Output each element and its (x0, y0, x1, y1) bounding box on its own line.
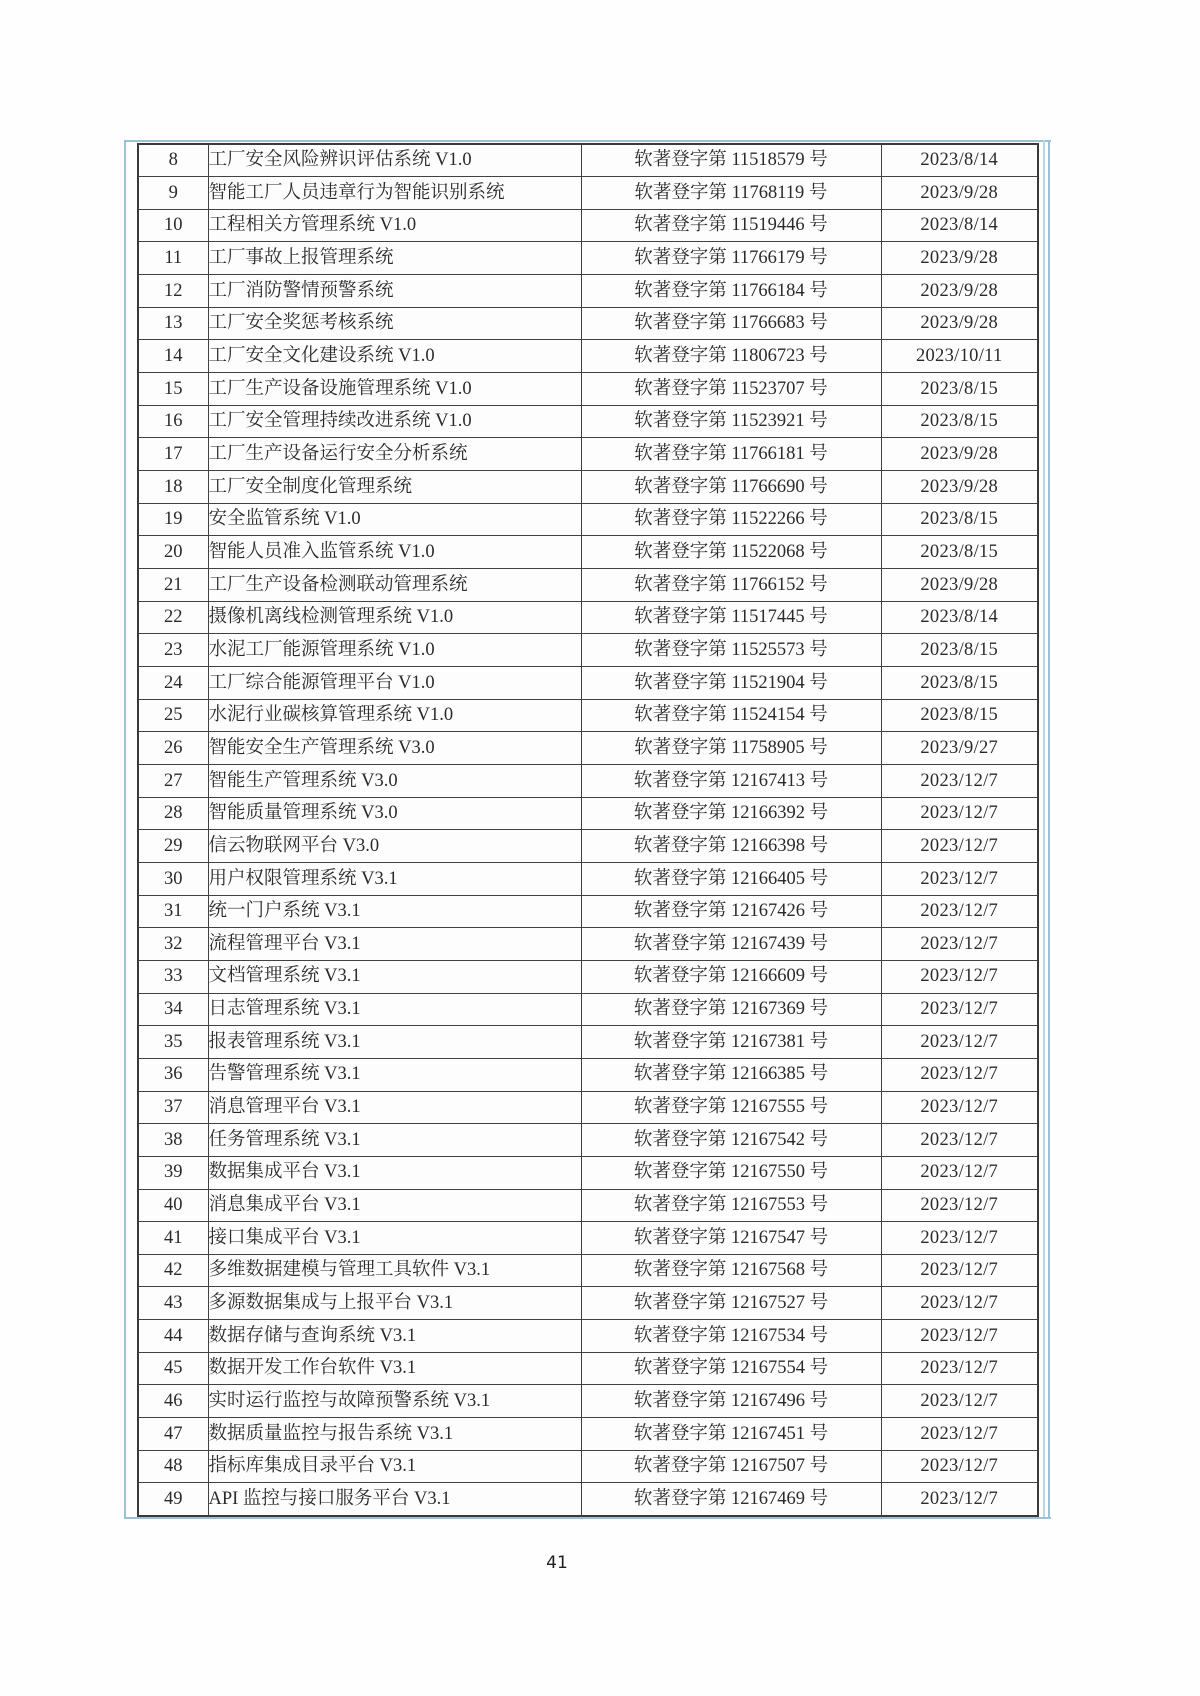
cell-registration-number: 软著登字第 11518579 号 (581, 144, 881, 177)
table-row (138, 634, 1038, 667)
cell-registration-number: 软著登字第 12167451 号 (581, 1418, 881, 1451)
cell-row-number: 37 (138, 1091, 208, 1124)
cell-row-number: 46 (138, 1385, 208, 1418)
cell-row-number: 35 (138, 1026, 208, 1059)
cell-row-number: 48 (138, 1450, 208, 1483)
cell-software-name: 文档管理系统 V3.1 (208, 960, 581, 993)
cell-row-number: 8 (138, 144, 208, 177)
table-row (138, 1450, 1038, 1483)
cell-registration-date: 2023/12/7 (881, 1450, 1038, 1483)
cell-registration-number: 软著登字第 12167542 号 (581, 1124, 881, 1157)
cell-registration-number: 软著登字第 11766152 号 (581, 569, 881, 602)
table-row (138, 601, 1038, 634)
cell-registration-date: 2023/12/7 (881, 1026, 1038, 1059)
cell-registration-number: 软著登字第 11522068 号 (581, 536, 881, 569)
cell-registration-number: 软著登字第 11524154 号 (581, 699, 881, 732)
cell-registration-number: 软著登字第 12167507 号 (581, 1450, 881, 1483)
cell-registration-number: 软著登字第 11523707 号 (581, 373, 881, 406)
page-number: 41 (546, 1553, 568, 1573)
cell-software-name: 用户权限管理系统 V3.1 (208, 862, 581, 895)
cell-registration-number: 软著登字第 12166405 号 (581, 862, 881, 895)
cell-software-name: 摄像机离线检测管理系统 V1.0 (208, 601, 581, 634)
cell-row-number: 21 (138, 569, 208, 602)
cell-row-number: 42 (138, 1254, 208, 1287)
cell-software-name: 工厂安全文化建设系统 V1.0 (208, 340, 581, 373)
cell-registration-date: 2023/8/15 (881, 373, 1038, 406)
cell-registration-number: 软著登字第 12167369 号 (581, 993, 881, 1026)
frame-border-right-outer (1048, 140, 1050, 1519)
table-row (138, 144, 1038, 177)
cell-registration-date: 2023/8/14 (881, 144, 1038, 177)
cell-software-name: 信云物联网平台 V3.0 (208, 830, 581, 863)
cell-software-name: 工厂安全奖惩考核系统 (208, 307, 581, 340)
cell-row-number: 43 (138, 1287, 208, 1320)
cell-software-name: 工厂消防警情预警系统 (208, 275, 581, 308)
cell-registration-number: 软著登字第 11758905 号 (581, 732, 881, 765)
cell-software-name: 实时运行监控与故障预警系统 V3.1 (208, 1385, 581, 1418)
cell-registration-number: 软著登字第 12167555 号 (581, 1091, 881, 1124)
cell-registration-date: 2023/12/7 (881, 1124, 1038, 1157)
table-row (138, 1287, 1038, 1320)
cell-registration-date: 2023/12/7 (881, 993, 1038, 1026)
table-row (138, 503, 1038, 536)
cell-registration-number: 软著登字第 11517445 号 (581, 601, 881, 634)
cell-software-name: 告警管理系统 V3.1 (208, 1058, 581, 1091)
cell-registration-date: 2023/8/15 (881, 634, 1038, 667)
cell-registration-number: 软著登字第 11766184 号 (581, 275, 881, 308)
cell-row-number: 16 (138, 405, 208, 438)
cell-registration-date: 2023/12/7 (881, 1189, 1038, 1222)
table-row (138, 209, 1038, 242)
table-row (138, 1189, 1038, 1222)
cell-registration-number: 软著登字第 12167496 号 (581, 1385, 881, 1418)
cell-registration-date: 2023/12/7 (881, 764, 1038, 797)
cell-software-name: 接口集成平台 V3.1 (208, 1222, 581, 1255)
cell-registration-number: 软著登字第 11523921 号 (581, 405, 881, 438)
cell-registration-date: 2023/9/28 (881, 471, 1038, 504)
cell-registration-date: 2023/12/7 (881, 1352, 1038, 1385)
cell-software-name: 工程相关方管理系统 V1.0 (208, 209, 581, 242)
table-row (138, 1352, 1038, 1385)
cell-software-name: 数据集成平台 V3.1 (208, 1156, 581, 1189)
table-row (138, 242, 1038, 275)
cell-software-name: 工厂生产设备检测联动管理系统 (208, 569, 581, 602)
cell-registration-number: 软著登字第 11766683 号 (581, 307, 881, 340)
cell-row-number: 32 (138, 928, 208, 961)
cell-software-name: 工厂综合能源管理平台 V1.0 (208, 667, 581, 700)
table-row (138, 471, 1038, 504)
cell-registration-number: 软著登字第 11525573 号 (581, 634, 881, 667)
table-row (138, 895, 1038, 928)
cell-software-name: 智能安全生产管理系统 V3.0 (208, 732, 581, 765)
cell-registration-date: 2023/12/7 (881, 895, 1038, 928)
cell-registration-date: 2023/8/15 (881, 405, 1038, 438)
cell-row-number: 17 (138, 438, 208, 471)
cell-software-name: 消息管理平台 V3.1 (208, 1091, 581, 1124)
cell-software-name: 工厂安全风险辨识评估系统 V1.0 (208, 144, 581, 177)
table-row (138, 928, 1038, 961)
cell-registration-number: 软著登字第 11522266 号 (581, 503, 881, 536)
cell-row-number: 31 (138, 895, 208, 928)
cell-registration-date: 2023/8/15 (881, 667, 1038, 700)
cell-row-number: 11 (138, 242, 208, 275)
cell-row-number: 34 (138, 993, 208, 1026)
cell-registration-date: 2023/12/7 (881, 797, 1038, 830)
cell-software-name: 工厂安全管理持续改进系统 V1.0 (208, 405, 581, 438)
table-row (138, 1058, 1038, 1091)
table-row (138, 862, 1038, 895)
cell-row-number: 13 (138, 307, 208, 340)
cell-row-number: 24 (138, 667, 208, 700)
cell-registration-date: 2023/8/15 (881, 536, 1038, 569)
cell-row-number: 47 (138, 1418, 208, 1451)
cell-registration-date: 2023/12/7 (881, 1058, 1038, 1091)
frame-border-bottom (124, 1517, 1051, 1519)
cell-registration-date: 2023/12/7 (881, 1483, 1038, 1516)
table-row (138, 764, 1038, 797)
cell-row-number: 29 (138, 830, 208, 863)
cell-row-number: 15 (138, 373, 208, 406)
copyright-registration-table (137, 143, 1039, 1517)
table-row (138, 1483, 1038, 1516)
cell-registration-date: 2023/12/7 (881, 1222, 1038, 1255)
table-row (138, 177, 1038, 210)
cell-registration-number: 软著登字第 12167381 号 (581, 1026, 881, 1059)
cell-registration-date: 2023/9/27 (881, 732, 1038, 765)
cell-registration-date: 2023/9/28 (881, 438, 1038, 471)
cell-registration-number: 软著登字第 11768119 号 (581, 177, 881, 210)
cell-registration-number: 软著登字第 11521904 号 (581, 667, 881, 700)
cell-registration-number: 软著登字第 12167534 号 (581, 1320, 881, 1353)
cell-registration-date: 2023/12/7 (881, 1091, 1038, 1124)
cell-software-name: 流程管理平台 V3.1 (208, 928, 581, 961)
cell-registration-number: 软著登字第 12167469 号 (581, 1483, 881, 1516)
frame-border-left (124, 140, 126, 1519)
cell-registration-number: 软著登字第 12166392 号 (581, 797, 881, 830)
cell-row-number: 28 (138, 797, 208, 830)
cell-registration-number: 软著登字第 11766179 号 (581, 242, 881, 275)
cell-registration-date: 2023/12/7 (881, 1418, 1038, 1451)
cell-registration-date: 2023/12/7 (881, 928, 1038, 961)
cell-registration-date: 2023/12/7 (881, 1156, 1038, 1189)
cell-row-number: 49 (138, 1483, 208, 1516)
cell-row-number: 12 (138, 275, 208, 308)
cell-software-name: 智能生产管理系统 V3.0 (208, 764, 581, 797)
cell-row-number: 41 (138, 1222, 208, 1255)
table-row (138, 830, 1038, 863)
cell-row-number: 38 (138, 1124, 208, 1157)
cell-registration-date: 2023/9/28 (881, 177, 1038, 210)
cell-software-name: API 监控与接口服务平台 V3.1 (208, 1483, 581, 1516)
cell-software-name: 智能工厂人员违章行为智能识别系统 (208, 177, 581, 210)
cell-row-number: 44 (138, 1320, 208, 1353)
table-row (138, 275, 1038, 308)
cell-row-number: 19 (138, 503, 208, 536)
cell-registration-number: 软著登字第 12167439 号 (581, 928, 881, 961)
cell-software-name: 水泥行业碳核算管理系统 V1.0 (208, 699, 581, 732)
cell-row-number: 14 (138, 340, 208, 373)
cell-registration-number: 软著登字第 12167547 号 (581, 1222, 881, 1255)
cell-software-name: 工厂安全制度化管理系统 (208, 471, 581, 504)
cell-row-number: 27 (138, 764, 208, 797)
table-row (138, 405, 1038, 438)
cell-software-name: 水泥工厂能源管理系统 V1.0 (208, 634, 581, 667)
table-row (138, 307, 1038, 340)
frame-border-right-inner (1043, 140, 1045, 1519)
cell-software-name: 智能质量管理系统 V3.0 (208, 797, 581, 830)
cell-row-number: 20 (138, 536, 208, 569)
cell-registration-number: 软著登字第 12166385 号 (581, 1058, 881, 1091)
table-row (138, 1254, 1038, 1287)
cell-software-name: 工厂事故上报管理系统 (208, 242, 581, 275)
frame-border-top (124, 140, 1051, 142)
table-row (138, 340, 1038, 373)
cell-software-name: 报表管理系统 V3.1 (208, 1026, 581, 1059)
cell-row-number: 26 (138, 732, 208, 765)
cell-row-number: 45 (138, 1352, 208, 1385)
cell-registration-date: 2023/9/28 (881, 569, 1038, 602)
table-row (138, 1124, 1038, 1157)
cell-software-name: 多维数据建模与管理工具软件 V3.1 (208, 1254, 581, 1287)
cell-registration-number: 软著登字第 12166609 号 (581, 960, 881, 993)
cell-software-name: 数据存储与查询系统 V3.1 (208, 1320, 581, 1353)
table-row (138, 960, 1038, 993)
cell-registration-number: 软著登字第 11766181 号 (581, 438, 881, 471)
cell-registration-date: 2023/8/14 (881, 601, 1038, 634)
cell-registration-number: 软著登字第 12167568 号 (581, 1254, 881, 1287)
cell-row-number: 30 (138, 862, 208, 895)
cell-registration-date: 2023/8/15 (881, 699, 1038, 732)
table-row (138, 1320, 1038, 1353)
cell-software-name: 数据开发工作台软件 V3.1 (208, 1352, 581, 1385)
cell-row-number: 23 (138, 634, 208, 667)
cell-registration-date: 2023/12/7 (881, 960, 1038, 993)
cell-software-name: 智能人员准入监管系统 V1.0 (208, 536, 581, 569)
cell-software-name: 任务管理系统 V3.1 (208, 1124, 581, 1157)
table-row (138, 1091, 1038, 1124)
cell-row-number: 9 (138, 177, 208, 210)
cell-row-number: 18 (138, 471, 208, 504)
table-row (138, 1222, 1038, 1255)
cell-row-number: 25 (138, 699, 208, 732)
cell-software-name: 工厂生产设备运行安全分析系统 (208, 438, 581, 471)
cell-registration-number: 软著登字第 11519446 号 (581, 209, 881, 242)
cell-software-name: 统一门户系统 V3.1 (208, 895, 581, 928)
table-row (138, 1156, 1038, 1189)
cell-row-number: 39 (138, 1156, 208, 1189)
cell-software-name: 数据质量监控与报告系统 V3.1 (208, 1418, 581, 1451)
cell-registration-number: 软著登字第 12167550 号 (581, 1156, 881, 1189)
cell-software-name: 安全监管系统 V1.0 (208, 503, 581, 536)
cell-registration-date: 2023/8/14 (881, 209, 1038, 242)
table-row (138, 667, 1038, 700)
cell-row-number: 22 (138, 601, 208, 634)
table-row (138, 438, 1038, 471)
table-row (138, 1026, 1038, 1059)
table-row (138, 373, 1038, 406)
cell-registration-date: 2023/10/11 (881, 340, 1038, 373)
cell-row-number: 40 (138, 1189, 208, 1222)
table-row (138, 569, 1038, 602)
cell-software-name: 工厂生产设备设施管理系统 V1.0 (208, 373, 581, 406)
cell-registration-date: 2023/9/28 (881, 275, 1038, 308)
table-row (138, 993, 1038, 1026)
cell-registration-date: 2023/9/28 (881, 307, 1038, 340)
cell-registration-date: 2023/12/7 (881, 830, 1038, 863)
cell-registration-date: 2023/8/15 (881, 503, 1038, 536)
table-row (138, 1385, 1038, 1418)
cell-software-name: 日志管理系统 V3.1 (208, 993, 581, 1026)
cell-registration-date: 2023/12/7 (881, 1254, 1038, 1287)
cell-registration-number: 软著登字第 11766690 号 (581, 471, 881, 504)
cell-registration-date: 2023/12/7 (881, 1287, 1038, 1320)
cell-registration-number: 软著登字第 12167413 号 (581, 764, 881, 797)
cell-registration-number: 软著登字第 11806723 号 (581, 340, 881, 373)
cell-registration-number: 软著登字第 12167554 号 (581, 1352, 881, 1385)
table-row (138, 1418, 1038, 1451)
cell-registration-number: 软著登字第 12166398 号 (581, 830, 881, 863)
table-row (138, 536, 1038, 569)
cell-row-number: 36 (138, 1058, 208, 1091)
table-row (138, 732, 1038, 765)
cell-registration-number: 软著登字第 12167426 号 (581, 895, 881, 928)
table-row (138, 699, 1038, 732)
cell-software-name: 指标库集成目录平台 V3.1 (208, 1450, 581, 1483)
cell-registration-date: 2023/12/7 (881, 1385, 1038, 1418)
table-body (138, 144, 1038, 1516)
cell-registration-number: 软著登字第 12167527 号 (581, 1287, 881, 1320)
cell-software-name: 消息集成平台 V3.1 (208, 1189, 581, 1222)
cell-software-name: 多源数据集成与上报平台 V3.1 (208, 1287, 581, 1320)
cell-registration-date: 2023/12/7 (881, 862, 1038, 895)
cell-row-number: 10 (138, 209, 208, 242)
cell-row-number: 33 (138, 960, 208, 993)
cell-registration-number: 软著登字第 12167553 号 (581, 1189, 881, 1222)
table-row (138, 797, 1038, 830)
cell-registration-date: 2023/12/7 (881, 1320, 1038, 1353)
cell-registration-date: 2023/9/28 (881, 242, 1038, 275)
